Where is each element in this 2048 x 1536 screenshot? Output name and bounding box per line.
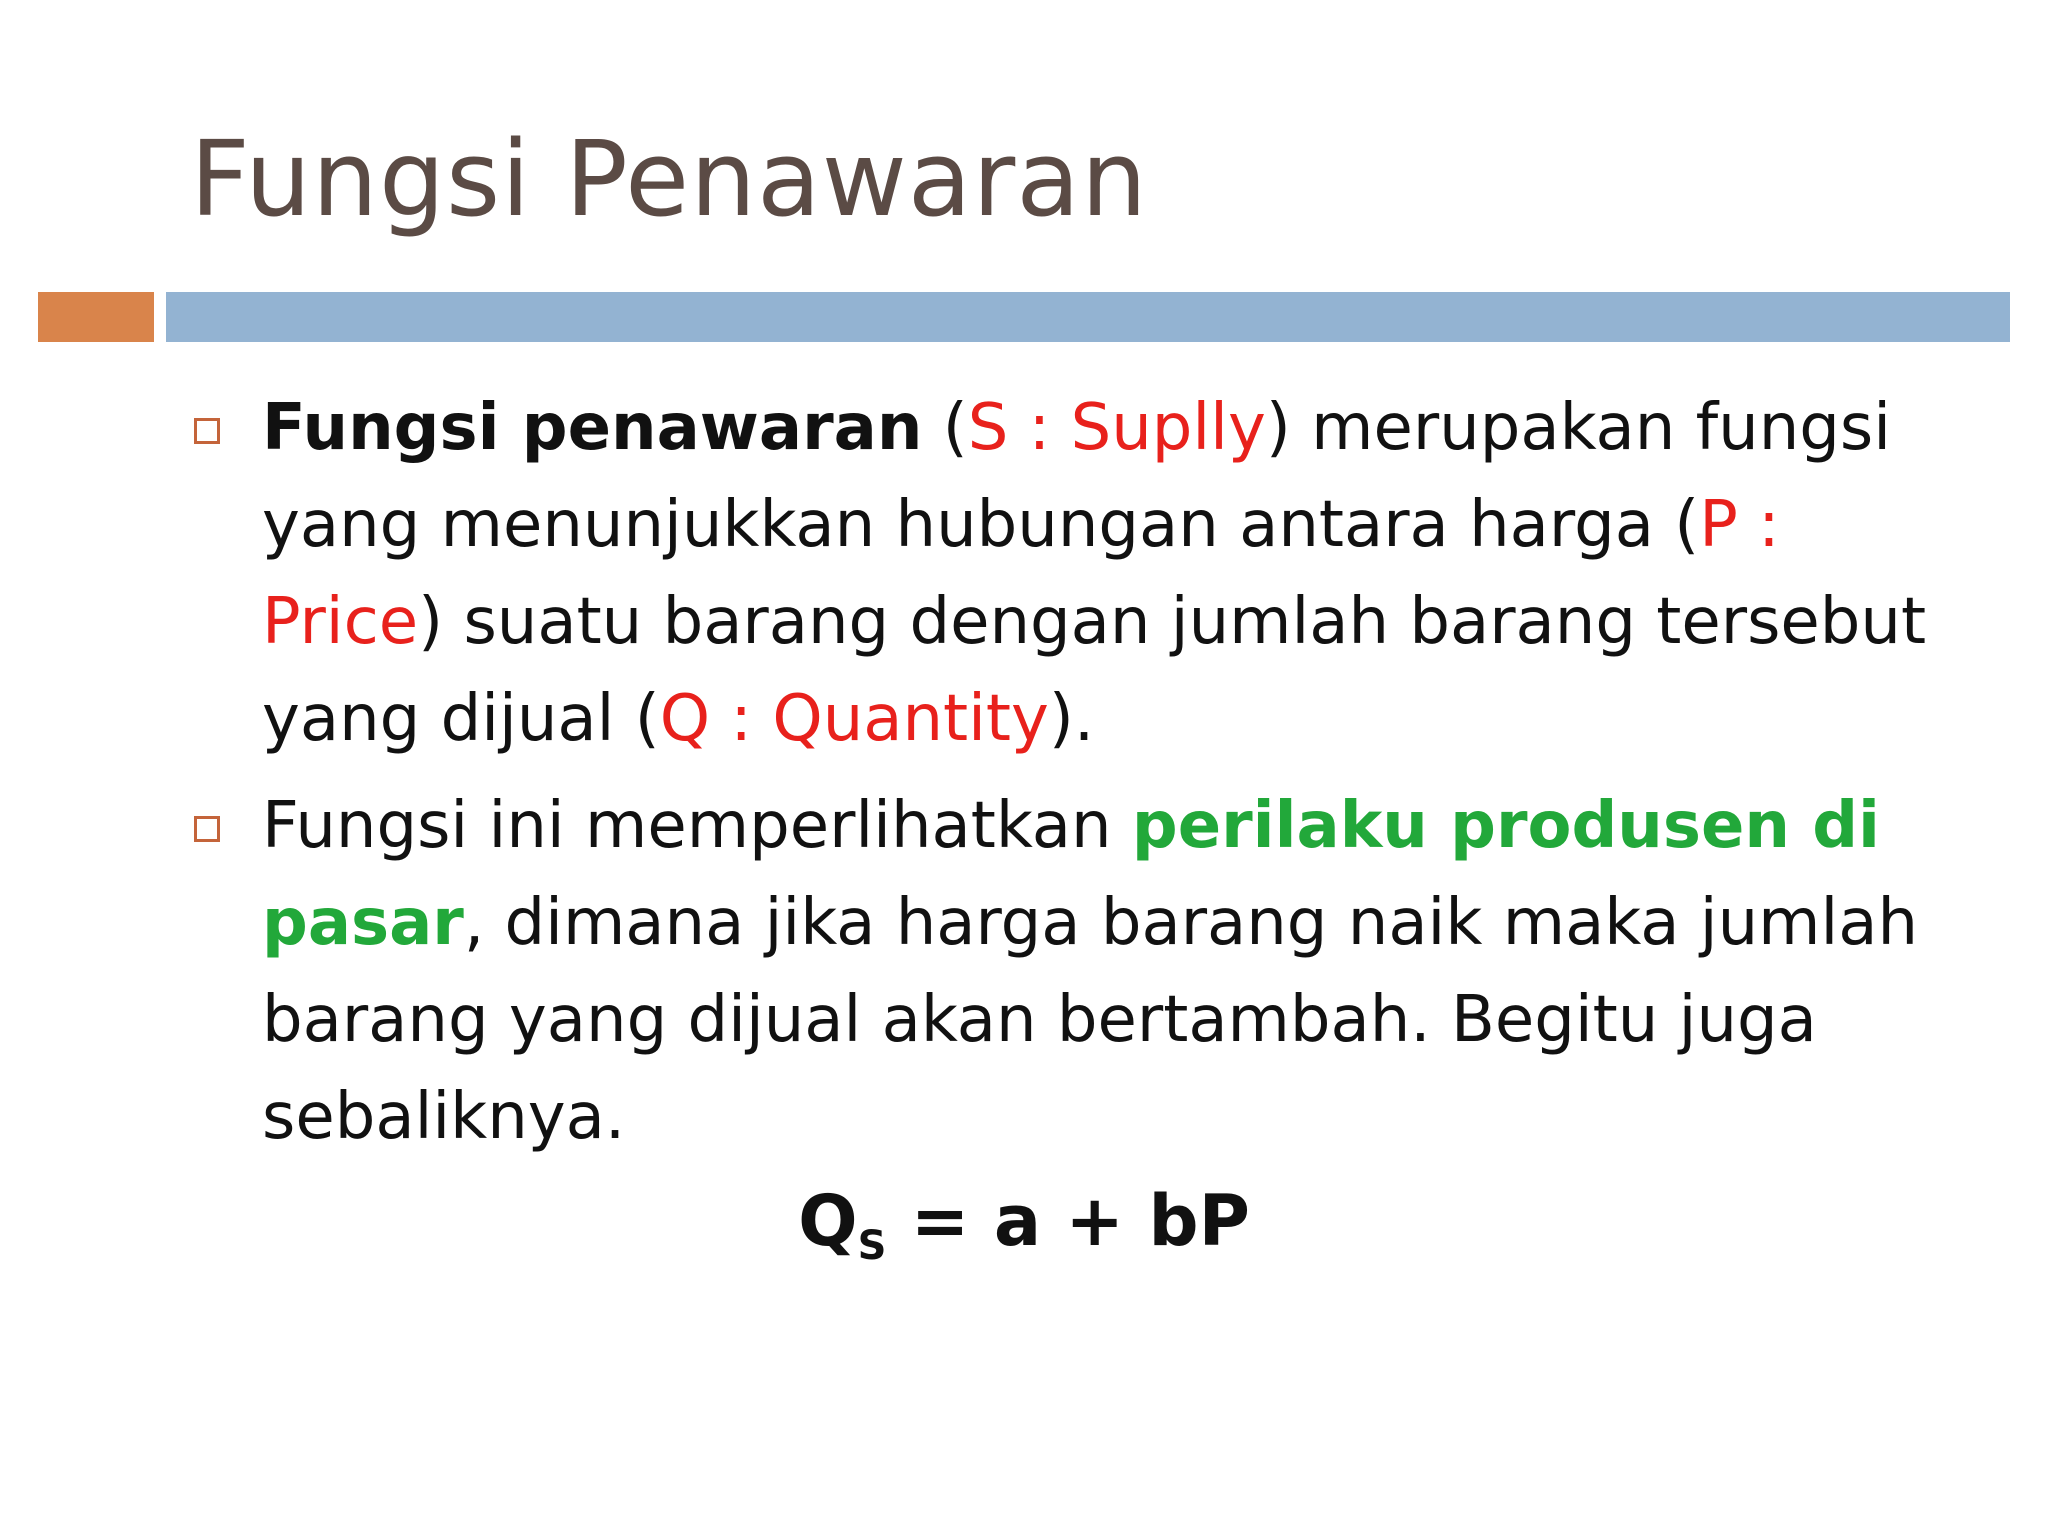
term-bold: Fungsi penawaran [262, 391, 923, 465]
formula-rhs: = a + bP [886, 1180, 1250, 1262]
title-underline-bar [166, 292, 2010, 342]
text-segment: , dimana jika harga barang naik maka jumlah barang yang dijual akan bertambah. Begitu juga sebaliknya. [262, 886, 1919, 1154]
formula-lhs: Q [798, 1180, 858, 1262]
text-segment: ( [922, 391, 968, 465]
bullet-list [190, 380, 1950, 1176]
term-green: perilaku produsen di pasar [262, 789, 1880, 960]
text-segment: ) suatu barang dengan jumlah barang tersebut yang dijual ( [262, 585, 1927, 756]
square-bullet-icon [194, 418, 220, 444]
bullet-text [262, 778, 1950, 1166]
accent-bar [38, 292, 154, 342]
square-bullet-icon [194, 816, 220, 842]
bullet-item [190, 380, 1950, 768]
supply-formula [0, 1180, 2048, 1269]
formula-subscript: S [857, 1223, 887, 1269]
bullet-item [190, 778, 1950, 1166]
slide-title: Fungsi Penawaran [190, 118, 1148, 240]
text-segment: ) merupakan fungsi yang menunjukkan hubungan antara harga ( [262, 391, 1892, 562]
term-red: S : Suplly [967, 391, 1266, 465]
text-segment: ). [1048, 682, 1095, 756]
term-red: Q : Quantity [659, 682, 1049, 756]
text-segment: Fungsi ini memperlihatkan [262, 789, 1132, 863]
bullet-text [262, 380, 1950, 768]
term-red: P : Price [262, 488, 1780, 659]
